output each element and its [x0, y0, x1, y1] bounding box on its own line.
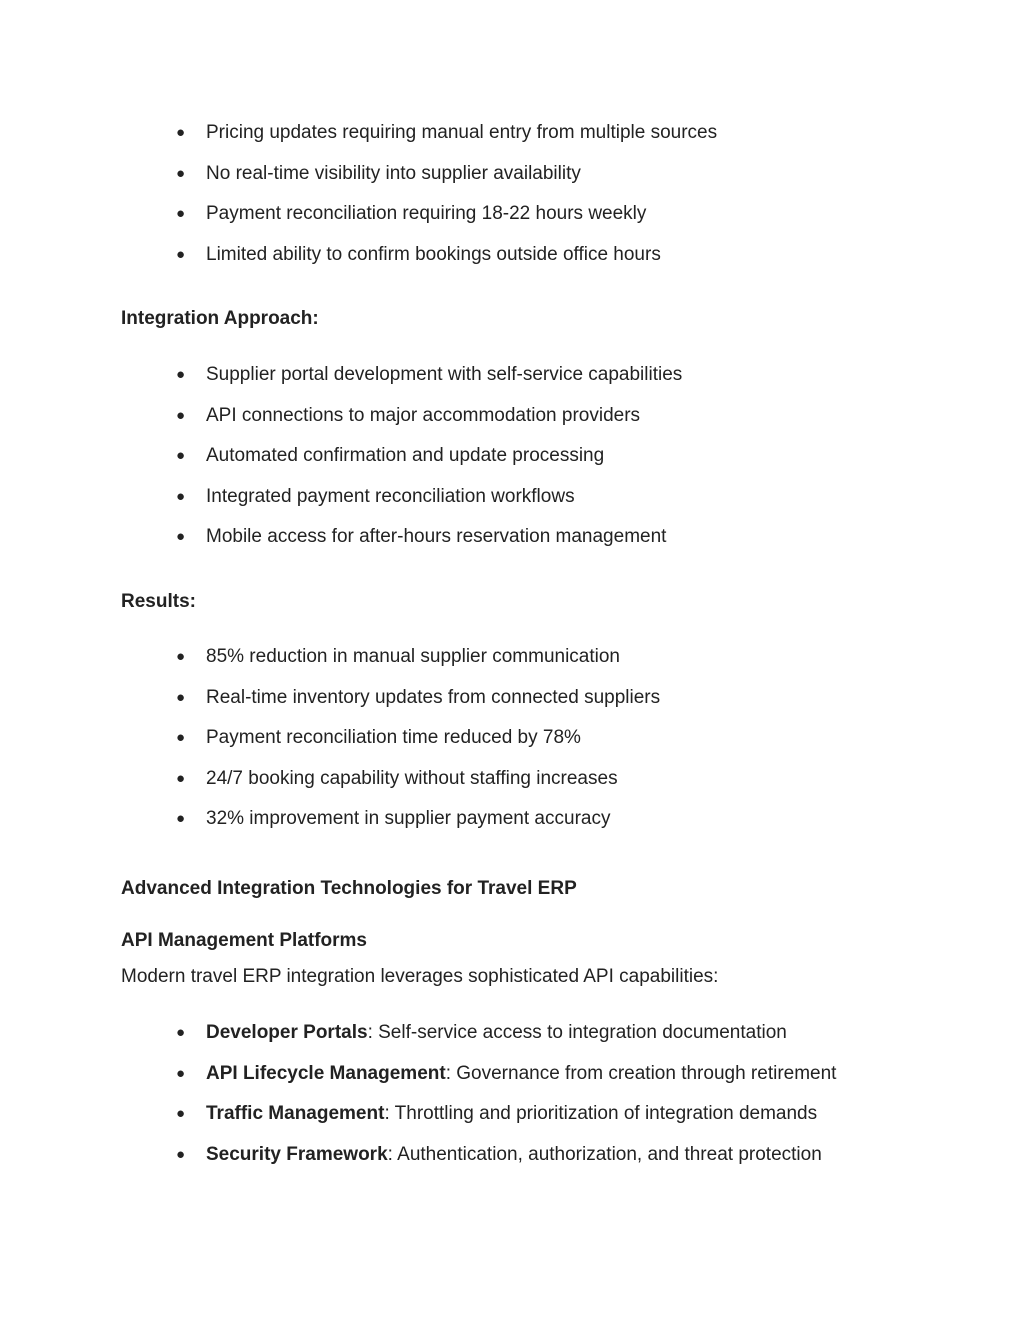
list-item [0, 122, 1024, 163]
bullet-icon: ● [176, 648, 186, 665]
list-item [0, 646, 1024, 687]
list-item [0, 1103, 1024, 1144]
challenges-list [0, 122, 1024, 284]
bullet-icon: ● [176, 1064, 186, 1082]
bullet-icon: ● [176, 164, 186, 182]
list-item [0, 526, 1024, 567]
list-item-text [206, 1103, 817, 1125]
list-item-term: Developer Portals [206, 1022, 368, 1043]
list-item-desc: : Self-service access to integration documentation [367, 1022, 787, 1043]
list-item [0, 244, 1024, 285]
list-item [0, 1063, 1024, 1104]
api-capabilities-list [0, 1022, 1024, 1184]
list-item-text: API connections to major accommodation providers [206, 404, 641, 426]
list-item-text: Mobile access for after-hours reservation management [206, 526, 667, 547]
list-item [0, 203, 1024, 244]
list-item-term: Traffic Management [206, 1103, 385, 1124]
list-item [0, 445, 1024, 486]
list-item-text: Payment reconciliation time reduced by 78% [206, 727, 581, 748]
results-list [0, 646, 1024, 849]
list-item-text: Pricing updates requiring manual entry from multiple sources [206, 122, 718, 143]
bullet-icon: ● [176, 688, 186, 706]
list-item-text [206, 1063, 836, 1085]
list-item-text [206, 1022, 787, 1044]
integration-approach-list [0, 364, 1024, 567]
list-item-text: 24/7 booking capability without staffing increases [206, 767, 618, 789]
list-item-text: Automated confirmation and update processing [206, 445, 605, 466]
section-intro: Modern travel ERP integration leverages sophisticated API capabilities: [121, 966, 719, 987]
section-subheading: API Management Platforms [121, 930, 367, 951]
bullet-icon: ● [176, 769, 186, 787]
list-item [0, 486, 1024, 527]
list-item [0, 364, 1024, 405]
list-item-term: Security Framework [206, 1143, 388, 1165]
bullet-icon: ● [176, 205, 186, 222]
list-item-text [206, 1144, 822, 1166]
list-item-text: Real-time inventory updates from connected suppliers [206, 686, 661, 708]
list-item [0, 405, 1024, 446]
bullet-icon: ● [176, 528, 186, 545]
bullet-icon: ● [176, 447, 186, 464]
section-title: Advanced Integration Technologies for Travel ERP [121, 878, 577, 899]
list-item-desc: : Authentication, authorization, and threat protection [387, 1143, 822, 1165]
list-item [0, 1144, 1024, 1185]
bullet-icon: ● [176, 406, 186, 424]
list-item [0, 163, 1024, 204]
bullet-icon: ● [176, 124, 186, 141]
list-item-text: Supplier portal development with self-service capabilities [206, 364, 683, 385]
list-item-text: Payment reconciliation requiring 18-22 hours weekly [206, 203, 647, 224]
list-item-desc: : Throttling and prioritization of integration demands [384, 1103, 818, 1124]
list-item [0, 768, 1024, 809]
list-item-text: Limited ability to confirm bookings outside office hours [206, 243, 661, 265]
list-item-text: 32% improvement in supplier payment accuracy [206, 808, 611, 829]
bullet-icon: ● [176, 810, 186, 827]
bullet-icon: ● [176, 1145, 186, 1163]
results-heading: Results: [121, 591, 196, 612]
list-item-text: Integrated payment reconciliation workflows [206, 485, 575, 507]
list-item [0, 687, 1024, 728]
list-item-text: 85% reduction in manual supplier communication [206, 646, 621, 667]
bullet-icon: ● [176, 1024, 186, 1041]
bullet-icon: ● [176, 366, 186, 383]
integration-approach-heading: Integration Approach: [121, 308, 319, 329]
bullet-icon: ● [176, 1105, 186, 1122]
list-item [0, 1022, 1024, 1063]
list-item-desc: : Governance from creation through retirement [445, 1062, 837, 1084]
list-item-term: API Lifecycle Management [206, 1062, 446, 1084]
list-item-text: No real-time visibility into supplier availability [206, 162, 581, 184]
list-item [0, 727, 1024, 768]
bullet-icon: ● [176, 729, 186, 746]
list-item [0, 808, 1024, 849]
bullet-icon: ● [176, 245, 186, 263]
bullet-icon: ● [176, 487, 186, 505]
